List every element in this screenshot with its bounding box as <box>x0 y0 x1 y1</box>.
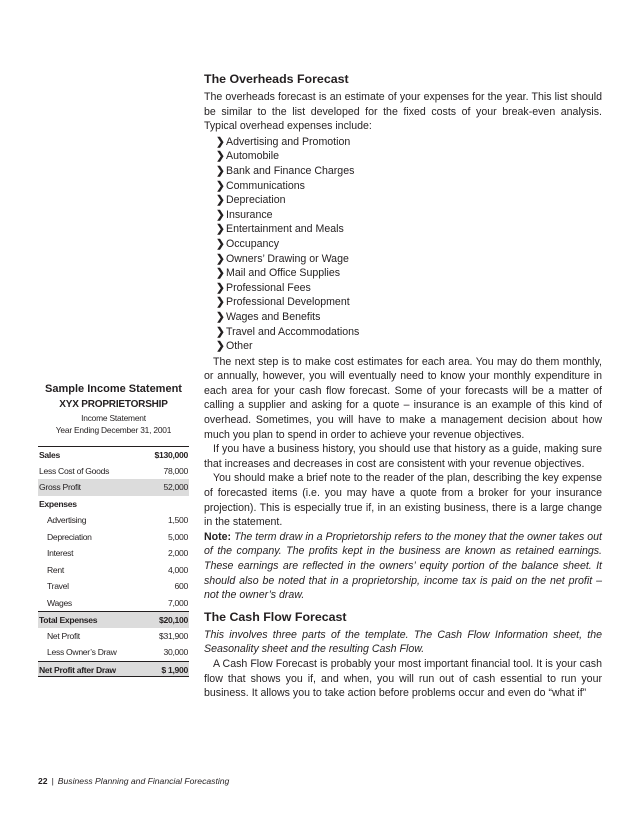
chevron-right-icon: ❯ <box>216 252 225 265</box>
chevron-right-icon: ❯ <box>216 164 225 177</box>
chevron-right-icon: ❯ <box>216 310 225 323</box>
cashflow-heading: The Cash Flow Forecast <box>204 609 347 624</box>
table-row: Wages 7,000 <box>47 597 188 608</box>
list-item: ❯Bank and Finance Charges <box>216 164 355 177</box>
statement-table <box>38 446 189 677</box>
table-row: Net Profit after Draw $ 1,900 <box>38 661 189 678</box>
list-item: ❯Insurance <box>216 208 273 221</box>
chevron-right-icon: ❯ <box>216 281 225 294</box>
table-row: Interest 2,000 <box>47 548 188 558</box>
reader-note-paragraph: You should make a brief note to the reader of the plan, describing the key expense of forecasted items (i.e. you may have a quote from a broker for your insurance projection). This is especially true if, in an existing business, there is a large change in the statement. <box>204 472 602 529</box>
overhead-expense-list <box>216 135 602 354</box>
table-row: Sales $130,000 <box>38 446 189 463</box>
statement-title: Sample Income Statement <box>45 383 182 395</box>
table-row: Less Owner’s Draw 30,000 <box>47 647 188 657</box>
list-item: ❯Professional Fees <box>216 281 311 294</box>
page-footer <box>38 775 229 787</box>
list-item: ❯Entertainment and Meals <box>216 223 344 236</box>
statement-subtitle: Income Statement <box>81 413 146 423</box>
company-name: XYX PROPRIETORSHIP <box>59 399 168 410</box>
list-item: ❯Other <box>216 340 253 353</box>
chevron-right-icon: ❯ <box>216 237 225 250</box>
table-row: Less Cost of Goods 78,000 <box>39 465 188 476</box>
main-column <box>204 72 602 701</box>
overheads-intro: The overheads forecast is an estimate of your expenses for the year. This list should be similar to the list developed for the fixed costs of your break-even analysis. Typical overhead expenses include: <box>204 91 602 133</box>
footer-separator: | <box>51 776 54 786</box>
chevron-right-icon: ❯ <box>216 194 225 207</box>
chevron-right-icon: ❯ <box>216 296 225 309</box>
table-row: Gross Profit 52,000 <box>38 479 189 496</box>
overheads-heading: The Overheads Forecast <box>204 72 349 86</box>
page-number: 22 <box>38 776 48 786</box>
chevron-right-icon: ❯ <box>216 208 225 221</box>
list-item: ❯Owners’ Drawing or Wage <box>216 252 349 265</box>
list-item: ❯Advertising and Promotion <box>216 135 351 148</box>
list-item: ❯Wages and Benefits <box>216 310 321 323</box>
footer-title: Business Planning and Financial Forecasting <box>57 776 230 786</box>
chevron-right-icon: ❯ <box>216 135 225 148</box>
table-row: Net Profit $31,900 <box>47 630 188 641</box>
list-item: ❯Occupancy <box>216 237 279 250</box>
cashflow-paragraph: A Cash Flow Forecast is probably your most important financial tool. It is your cash flow that shows you if, and when, you will run out of cash essential to run your business. It allows you to take action before problems occur and even do “what if” <box>204 657 602 700</box>
draw-note <box>204 530 602 603</box>
note-label: Note: <box>204 530 232 543</box>
list-item: ❯Travel and Accommodations <box>216 325 360 338</box>
chevron-right-icon: ❯ <box>216 325 225 338</box>
table-row: Expenses <box>39 498 77 509</box>
business-history-paragraph: If you have a business history, you should use that history as a guide, making sure that increases and decreases in cost are consistent with your revenue objectives. <box>204 443 602 470</box>
chevron-right-icon: ❯ <box>216 150 225 163</box>
table-row: Advertising 1,500 <box>47 515 188 525</box>
table-row: Depreciation 5,000 <box>47 531 188 542</box>
statement-period: Year Ending December 31, 2001 <box>55 425 172 435</box>
cashflow-intro: This involves three parts of the template. The Cash Flow Information sheet, the Seasonality sheet and the resulting Cash Flow. <box>204 628 602 656</box>
chevron-right-icon: ❯ <box>216 223 225 236</box>
list-item: ❯Communications <box>216 179 305 192</box>
chevron-right-icon: ❯ <box>216 267 225 280</box>
sample-income-statement <box>38 378 189 677</box>
chevron-right-icon: ❯ <box>216 340 225 353</box>
list-item: ❯Professional Development <box>216 296 350 309</box>
table-row: Rent 4,000 <box>47 564 188 575</box>
list-item: ❯Depreciation <box>216 194 286 207</box>
table-row: Total Expenses $20,100 <box>38 611 189 628</box>
cost-estimate-paragraph: The next step is to make cost estimates for each area. You may do them monthly, or annually, however, you will eventually need to know your monthly expenditure in each area for your cash flow forecast. Some of your forecasts will be a matter of calling a supplier and asking for a quote – insurance is an example of this kind of overhead. Sometimes, you will have to make a management decision about how much you plan to spend in order to achieve your revenue objectives. <box>204 355 602 441</box>
note-text: The term draw in a Proprietorship refers to the money that the owner takes out of the company. The profits kept in the business are known as retained earnings. These earnings are reflected in the owners’ equity portion of the balance sheet. It should also be noted that in a proprietorship, income tax is paid on the net profit – not the owner’s draw. <box>204 530 602 602</box>
list-item: ❯Automobile <box>216 150 279 163</box>
table-row: Travel 600 <box>47 581 188 591</box>
chevron-right-icon: ❯ <box>216 179 225 192</box>
list-item: ❯Mail and Office Supplies <box>216 267 341 280</box>
